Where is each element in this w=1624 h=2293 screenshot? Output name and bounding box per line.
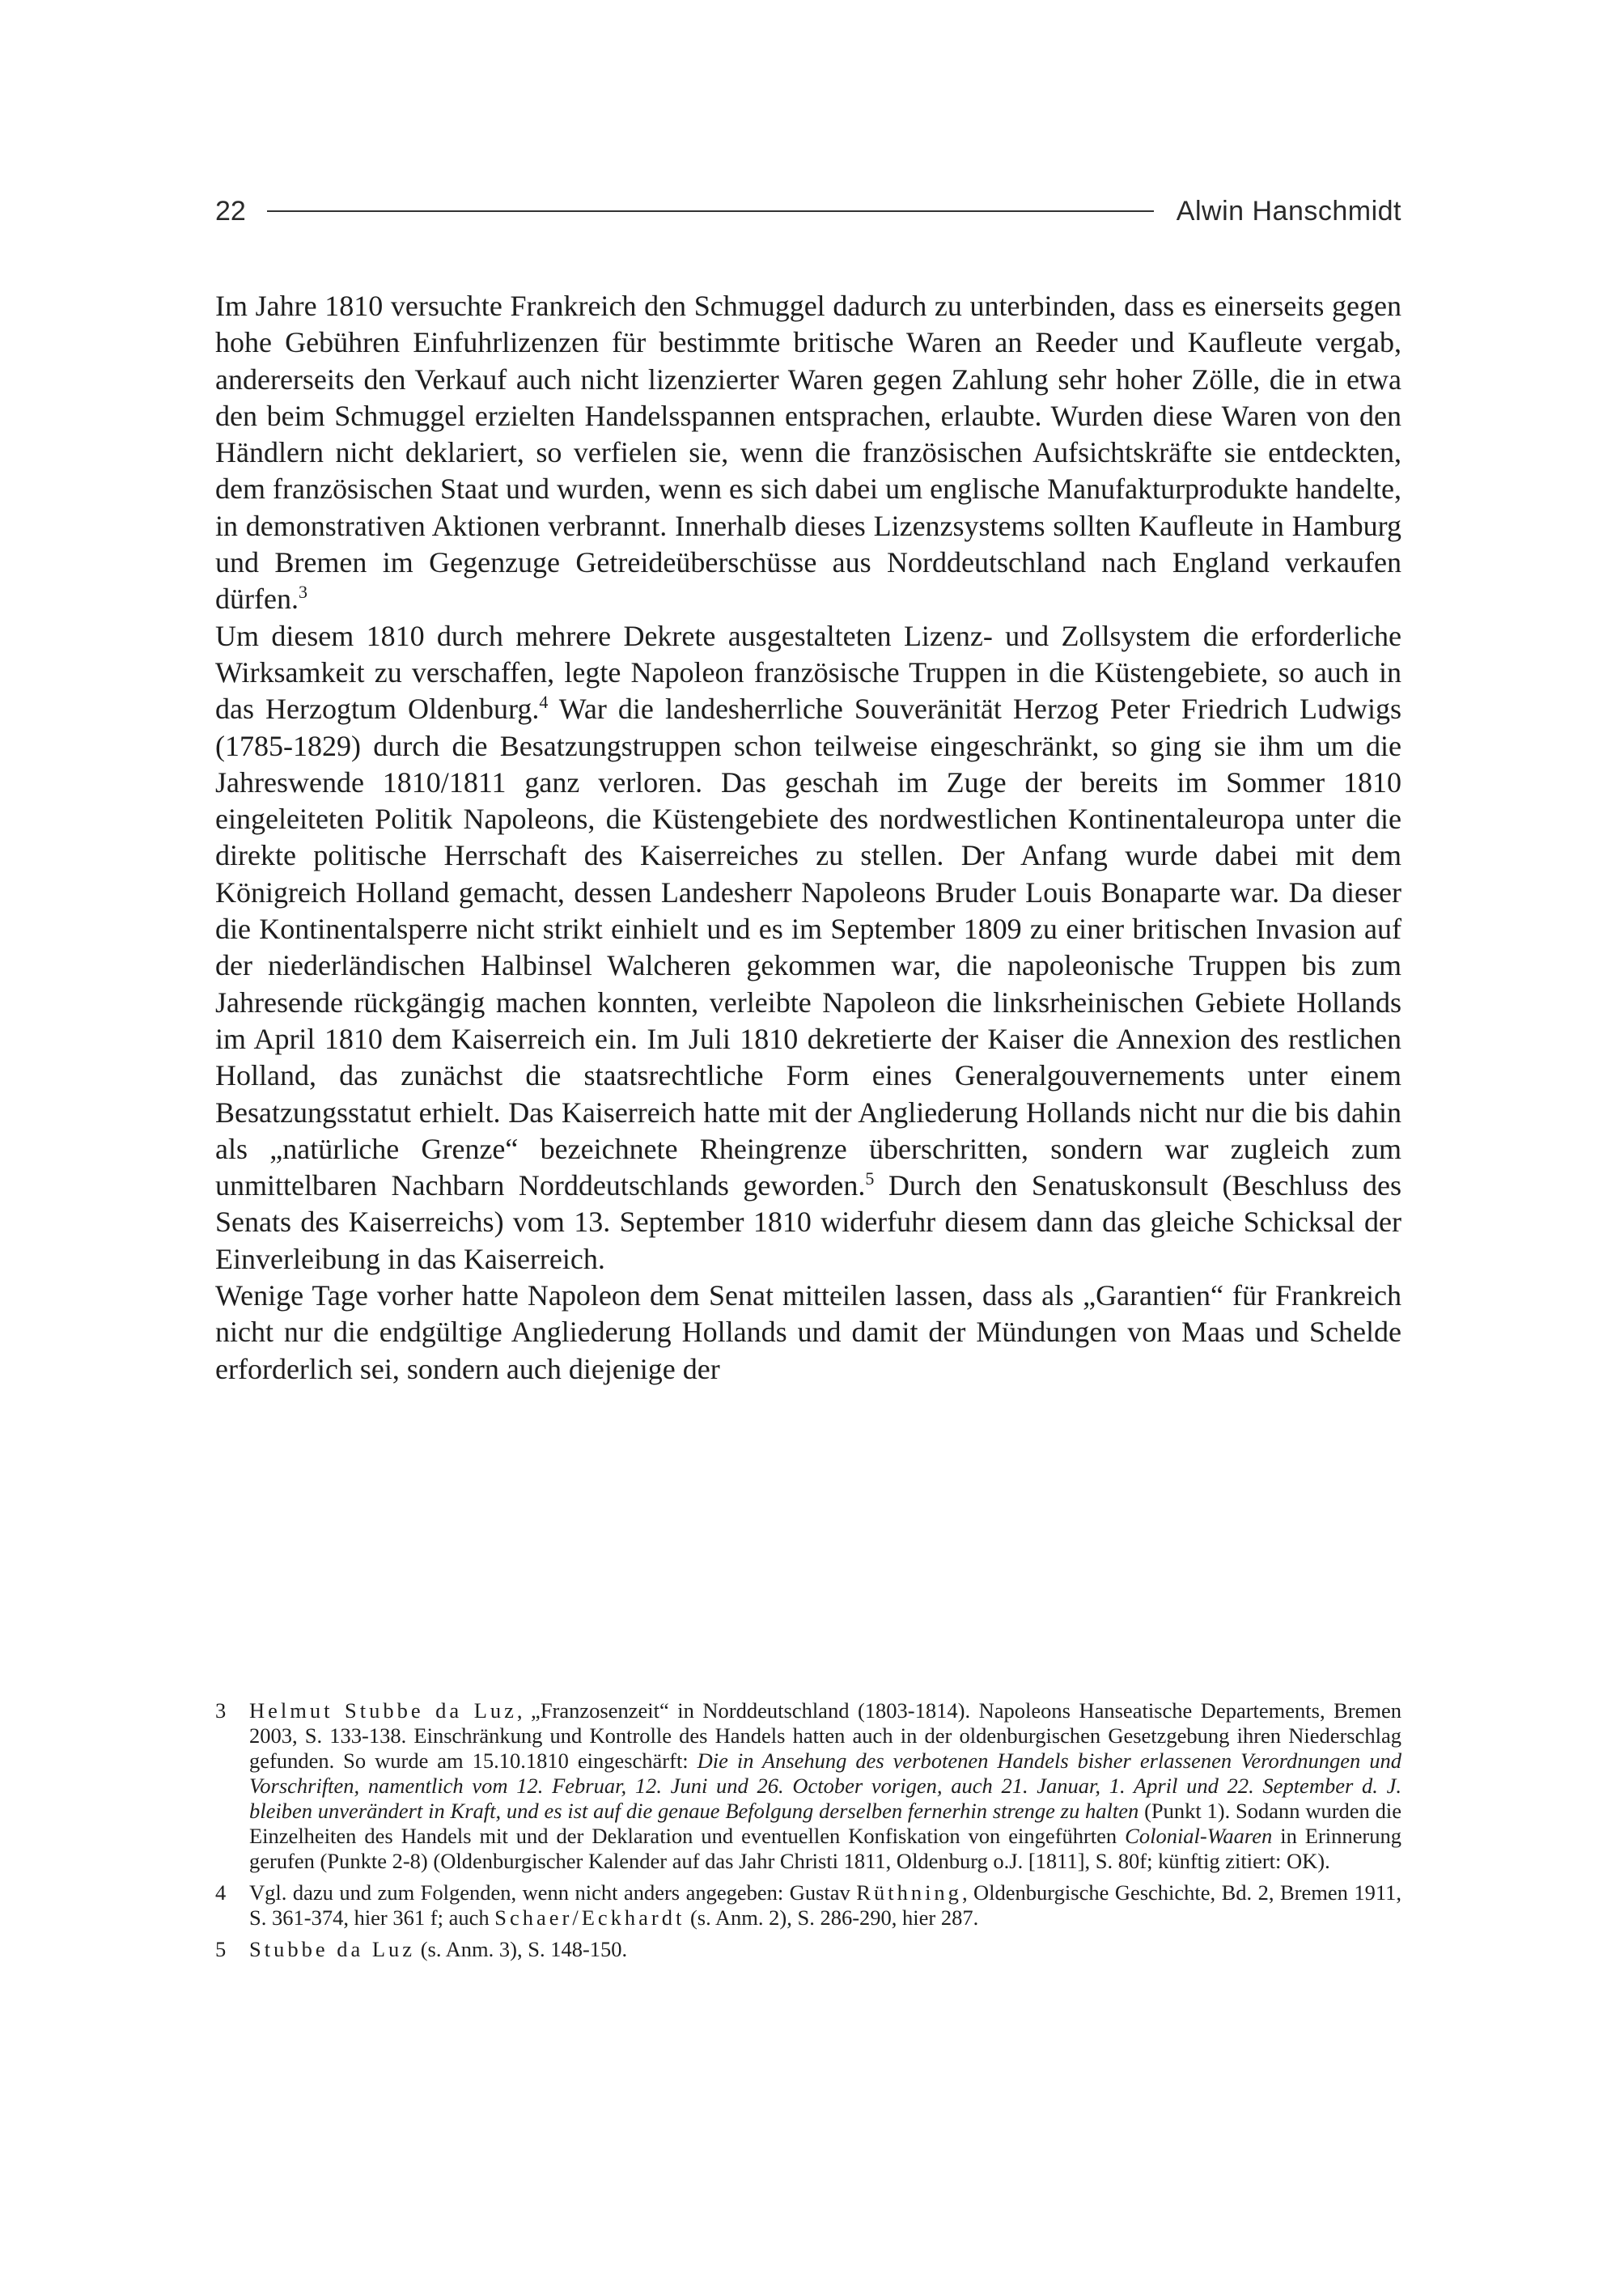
author-name: Schaer/Eckhardt xyxy=(494,1905,685,1930)
author-name: Stubbe da Luz xyxy=(249,1937,416,1961)
paragraph-text: Durch den Senatuskonsult (Beschluss des Senats des Kaiserreichs) vom 13. September 1810 widerfuhr diesem dann das gleiche Schicksal der Einverleibung in das Kaiserreich. xyxy=(215,1169,1401,1275)
footnote-segment: (s. Anm. 2), S. 286-290, hier 287. xyxy=(685,1905,979,1930)
paragraph-1 xyxy=(215,288,1401,618)
footnote-text xyxy=(249,1880,1401,1931)
footnote-ref-3[interactable]: 3 xyxy=(298,582,307,603)
footnote-5 xyxy=(215,1937,1401,1962)
footnotes xyxy=(215,1698,1401,1969)
author-name: Rüthning xyxy=(856,1880,962,1905)
term: Colonial-Waaren xyxy=(1125,1824,1273,1848)
footnote-segment: (s. Anm. 3), S. 148-150. xyxy=(415,1937,628,1961)
footnote-text xyxy=(249,1698,1401,1874)
footnote-segment: , „Franzosenzeit“ in Norddeutschland (1803-1814). Napoleons Hanseatische Departements, Bremen 2003, S. 133-138. Einschränkung und Kontrolle des Handels hatten auch in der oldenburgischen Gesetzgebung ihren Niederschlag gefunden. So wurde am 15.10.1810 eingeschärft: xyxy=(249,1698,1401,1773)
main-text xyxy=(215,288,1401,1388)
footnote-4 xyxy=(215,1880,1401,1931)
page-header xyxy=(215,188,1401,235)
footnote-segment: (Punkt 1). Sodann wurden die Einzelheiten des Handels mit und der Deklaration und eventuellen Konfiskation von eingeführten xyxy=(249,1799,1401,1848)
paragraph-text: Um diesem 1810 durch mehrere Dekrete ausgestalteten Lizenz- und Zollsystem die erforderliche Wirksamkeit zu verschaffen, legte Napoleon französische Truppen in die Küstengebiete, so auch in das Herzogtum Oldenburg. xyxy=(215,619,1401,726)
paragraph-3 xyxy=(215,1278,1401,1388)
footnote-segment: , Oldenburgische Geschichte, Bd. 2, Bremen 1911, S. 361-374, hier 361 f; auch xyxy=(249,1880,1402,1930)
footnote-number: 4 xyxy=(215,1880,227,1905)
paragraph-2 xyxy=(215,618,1401,1278)
footnote-number: 5 xyxy=(215,1937,227,1961)
footnote-ref-4[interactable]: 4 xyxy=(539,692,549,713)
footnote-segment: in Erinnerung gerufen (Punkte 2-8) (Oldenburgischer Kalender auf das Jahr Christi 1811, Oldenburg o.J. [1811], S. 80f; künftig zitiert: OK). xyxy=(249,1824,1401,1873)
footnote-3 xyxy=(215,1698,1401,1874)
footnote-number: 3 xyxy=(215,1698,227,1723)
footnote-segment: Vgl. dazu und zum Folgenden, wenn nicht anders angegeben: Gustav xyxy=(249,1880,857,1905)
header-rule xyxy=(267,210,1154,212)
running-head: Alwin Hanschmidt xyxy=(1176,195,1401,227)
paragraph-text: War die landesherrliche Souveränität Herzog Peter Friedrich Ludwigs (1785-1829) durch die Besatzungstruppen schon teilweise eingeschränkt, so ging sie ihm um die Jahreswende 1810/1811 ganz verloren. Das geschah im Zuge der bereits im Sommer 1810 eingeleiteten Politik Napoleons, die Küstengebiete des nordwestlichen Kontinentaleuropa unter die direkte politische Herrschaft des Kaiserreiches zu stellen. Der Anfang wurde dabei mit dem Königreich Holland gemacht, dessen Landesherr Napoleons Bruder Louis Bonaparte war. Da dieser die Kontinentalsperre nicht strikt einhielt und es im September 1809 zu einer britischen Invasion auf der niederländischen Halbinsel Walcheren gekommen war, die napoleonische Truppen bis zum Jahresende rückgängig machen konnten, verleibte Napoleon die linksrheinischen Gebiete Hollands im April 1810 dem Kaiserreich ein. Im Juli 1810 dekretierte der Kaiser die Annexion des restlichen Holland, das zunächst die staatsrechtliche Form eines Generalgouvernements unter einem Besatzungsstatut erhielt. Das Kaiserreich hatte mit der Angliederung Hollands nicht nur die bis dahin als „natürliche Grenze“ bezeichnete Rheingrenze überschritten, sondern war zugleich zum unmittelbaren Nachbarn Norddeutschlands geworden. xyxy=(215,693,1401,1202)
author-name: Helmut Stubbe da Luz xyxy=(249,1698,517,1723)
quotation: Die in Ansehung des verbotenen Handels bisher erlassenen Verordnungen und Vorschriften, namentlich vom 12. Februar, 12. Juni und 26. October vorigen, auch 21. Januar, 1. April und 22. September d. J. bleiben unverändert in Kraft, und es ist auf die genaue Befolgung derselben fernerhin strenge zu halten xyxy=(249,1748,1401,1823)
page-number: 22 xyxy=(215,195,246,227)
paragraph-text: Im Jahre 1810 versuchte Frankreich den Schmuggel dadurch zu unterbinden, dass es einerseits gegen hohe Gebühren Einfuhrlizenzen für bestimmte britische Waren an Reeder und Kaufleute vergab, andererseits den Verkauf auch nicht lizenzierter Waren gegen Zahlung sehr hoher Zölle, die in etwa den beim Schmuggel erzielten Handelsspannen entsprachen, erlaubte. Wurden diese Waren von den Händlern nicht deklariert, so verfielen sie, wenn die französischen Aufsichtskräfte sie entdeckten, dem französischen Staat und wurden, wenn es sich dabei um englische Manufakturprodukte handelte, in demonstrativen Aktionen verbrannt. Innerhalb dieses Lizenzsystems sollten Kaufleute in Hamburg und Bremen im Gegenzuge Getreideüberschüsse aus Norddeutschland nach England verkaufen dürfen. xyxy=(215,290,1401,616)
footnote-ref-5[interactable]: 5 xyxy=(865,1168,875,1189)
paragraph-text: Wenige Tage vorher hatte Napoleon dem Senat mitteilen lassen, dass als „Garantien“ für Frankreich nicht nur die endgültige Angliederung Hollands und damit der Mündungen von Maas und Schelde erforderlich sei, sondern auch diejenige der xyxy=(215,1279,1401,1385)
footnote-text xyxy=(249,1937,1401,1962)
